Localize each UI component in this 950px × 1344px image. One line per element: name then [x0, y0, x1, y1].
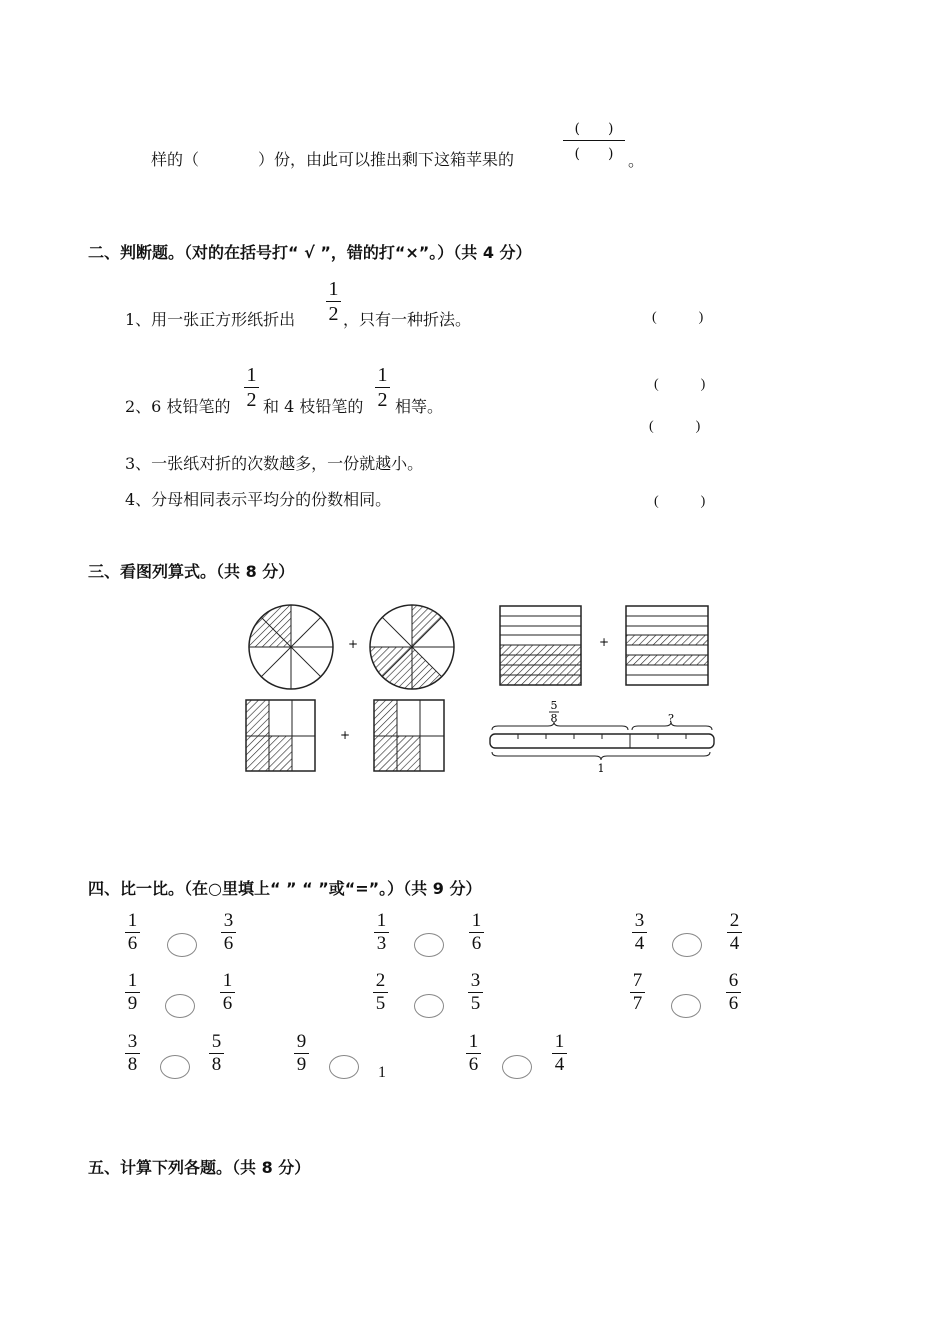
numerator: 7 — [632, 970, 643, 991]
frac-p1-right — [221, 911, 236, 954]
bar-question: ? — [668, 712, 674, 725]
denominator: 2 — [328, 303, 339, 325]
bar-bottom-label: 1 — [597, 762, 605, 775]
numerator: 5 — [211, 1031, 222, 1052]
plus-sign-2: + — [599, 635, 610, 649]
compare-circle-4[interactable] — [165, 994, 195, 1018]
frac-p1-left — [125, 911, 140, 954]
numerator: 1 — [554, 1031, 565, 1052]
stripe-figure-2 — [626, 606, 708, 685]
frac-p8-left — [294, 1032, 309, 1075]
s2-item2-a: 2、6 枝铅笔的 — [125, 397, 231, 416]
numerator: 1 — [328, 278, 339, 300]
s2-item2-fraction2 — [375, 364, 390, 411]
numerator: 1 — [468, 1031, 479, 1052]
denominator: 5 — [375, 993, 386, 1014]
s2-item1-a: 1、用一张正方形纸折出 — [125, 310, 296, 329]
numerator: 2 — [375, 970, 386, 991]
grid-figure-2 — [374, 700, 444, 771]
answer-paren-1[interactable]: ( ) — [652, 310, 704, 325]
compare-circle-6[interactable] — [671, 994, 701, 1018]
frac-p5-left — [373, 971, 388, 1014]
numerator: 1 — [127, 970, 138, 991]
figure-group — [240, 598, 725, 778]
frac-p6-left — [630, 971, 645, 1014]
denominator: 6 — [468, 1054, 479, 1075]
denominator: 9 — [296, 1054, 307, 1075]
numerator: 3 — [634, 910, 645, 931]
section5-heading: 五、计算下列各题。（共 8 分） — [88, 1158, 311, 1177]
numerator: 1 — [376, 910, 387, 931]
denominator: 2 — [246, 389, 257, 411]
denominator: 9 — [127, 993, 138, 1014]
denominator: 4 — [729, 933, 740, 954]
section4-heading: 四、比一比。（在○里填上“ ” “ ”或“=”。）（共 9 分） — [88, 879, 482, 898]
compare-circle-9[interactable] — [502, 1055, 532, 1079]
denominator: 6 — [127, 933, 138, 954]
s2-item4: 4、分母相同表示平均分的份数相同。 — [125, 490, 392, 509]
frac-p9-right — [552, 1032, 567, 1075]
frac-p7-right — [209, 1032, 224, 1075]
denominator: 4 — [554, 1054, 565, 1075]
frac-p7-left — [125, 1032, 140, 1075]
number-one: 1 — [378, 1064, 386, 1081]
denominator: 6 — [222, 993, 233, 1014]
frac-p4-right — [220, 971, 235, 1014]
intro-frac-top: ( ) — [574, 121, 614, 137]
frac-p9-left — [466, 1032, 481, 1075]
numerator: 2 — [729, 910, 740, 931]
intro-fraction — [563, 118, 625, 163]
compare-circle-1[interactable] — [167, 933, 197, 957]
stripe-figure-1 — [500, 606, 581, 685]
numerator: 3 — [127, 1031, 138, 1052]
numerator: 1 — [127, 910, 138, 931]
frac-p2-left — [374, 911, 389, 954]
compare-circle-2[interactable] — [414, 933, 444, 957]
numerator: 3 — [223, 910, 234, 931]
compare-circle-5[interactable] — [414, 994, 444, 1018]
section2-heading: 二、判断题。（对的在括号打“ √ ”，错的打“×”。）（共 4 分） — [88, 243, 532, 262]
answer-paren-3[interactable]: ( ) — [649, 419, 701, 434]
s2-item1-fraction — [326, 278, 341, 325]
denominator: 5 — [470, 993, 481, 1014]
s2-item3: 3、一张纸对折的次数越多，一份就越小。 — [125, 454, 424, 473]
denominator: 6 — [728, 993, 739, 1014]
s2-item2-b: 和 4 枝铅笔的 — [263, 397, 364, 416]
denominator: 8 — [127, 1054, 138, 1075]
plus-sign-3: + — [340, 728, 351, 742]
frac-p5-right — [468, 971, 483, 1014]
denominator: 8 — [211, 1054, 222, 1075]
numerator: 1 — [246, 364, 257, 386]
s2-item2-fraction1 — [244, 364, 259, 411]
denominator: 3 — [376, 933, 387, 954]
plus-sign-1: + — [348, 637, 359, 651]
denominator: 6 — [471, 933, 482, 954]
compare-circle-7[interactable] — [160, 1055, 190, 1079]
numerator: 6 — [728, 970, 739, 991]
compare-circle-3[interactable] — [672, 933, 702, 957]
frac-p3-right — [727, 911, 742, 954]
frac-p6-right — [726, 971, 741, 1014]
compare-circle-8[interactable] — [329, 1055, 359, 1079]
frac-p4-left — [125, 971, 140, 1014]
grid-figure-1 — [246, 700, 315, 771]
bar-label-num: 5 — [550, 699, 558, 712]
frac-p3-left — [632, 911, 647, 954]
circle-figure-1 — [249, 605, 333, 689]
bar-diagram — [490, 699, 714, 775]
numerator: 9 — [296, 1031, 307, 1052]
bar-label-den: 8 — [550, 712, 558, 725]
denominator: 4 — [634, 933, 645, 954]
intro-text-a: 样的（ — [151, 150, 200, 169]
numerator: 1 — [222, 970, 233, 991]
numerator: 1 — [471, 910, 482, 931]
intro-frac-bottom: ( ) — [574, 146, 614, 162]
section3-heading: 三、看图列算式。（共 8 分） — [88, 562, 295, 581]
answer-paren-4[interactable]: ( ) — [654, 494, 706, 509]
numerator: 1 — [377, 364, 388, 386]
frac-p2-right — [469, 911, 484, 954]
s2-item1-b: ，只有一种折法。 — [343, 310, 472, 329]
denominator: 2 — [377, 389, 388, 411]
intro-period: 。 — [628, 151, 645, 170]
intro-text-b: ）份，由此可以推出剩下这箱苹果的 — [258, 150, 515, 169]
denominator: 7 — [632, 993, 643, 1014]
s2-item2-c: 相等。 — [395, 397, 444, 416]
answer-paren-2[interactable]: ( ) — [654, 377, 706, 392]
denominator: 6 — [223, 933, 234, 954]
numerator: 3 — [470, 970, 481, 991]
circle-figure-2 — [370, 605, 454, 689]
